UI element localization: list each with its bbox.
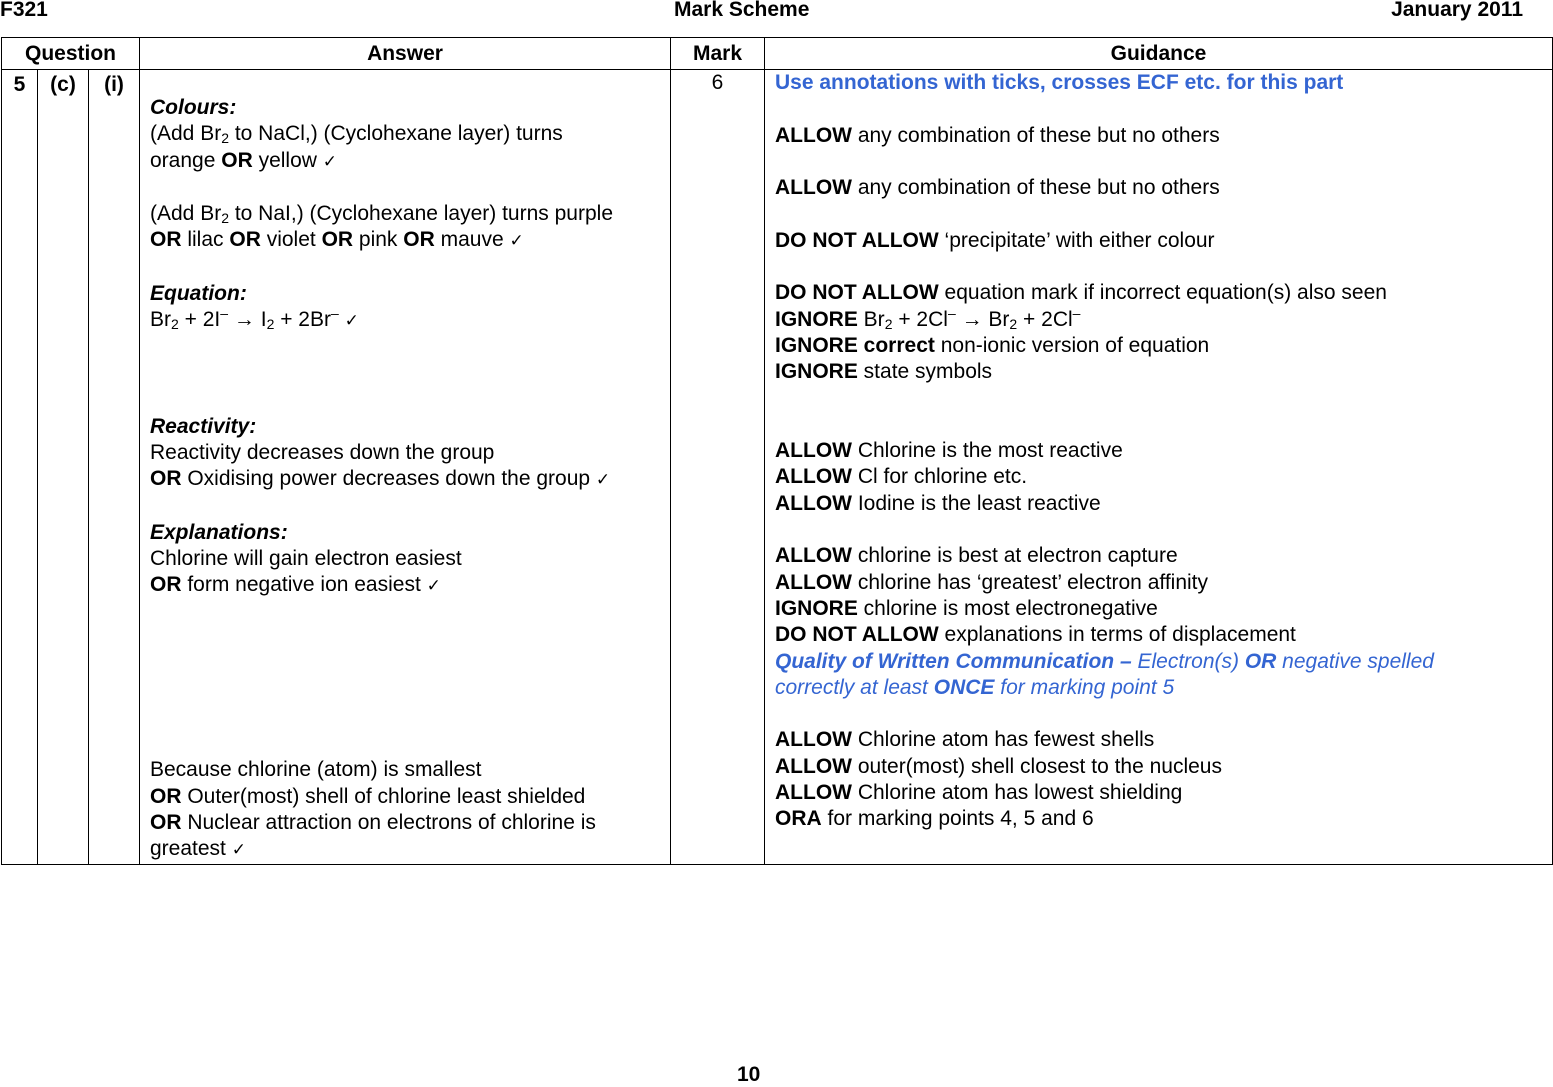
reactivity-heading: Reactivity: bbox=[150, 414, 257, 438]
guidance-line: ALLOW any combination of these but no others bbox=[775, 176, 1220, 200]
qwc-note: correctly at least ONCE for marking point 5 bbox=[775, 675, 1175, 699]
guidance-line: ALLOW chlorine has ‘greatest’ electron affinity bbox=[775, 570, 1209, 594]
tick-icon: ✓ bbox=[509, 231, 524, 252]
question-number: 5 bbox=[2, 70, 38, 865]
table-row bbox=[2, 70, 1553, 865]
guidance-line: ALLOW Chlorine is the most reactive bbox=[775, 439, 1123, 463]
tick-icon: ✓ bbox=[426, 576, 441, 597]
tick-icon: ✓ bbox=[595, 470, 611, 491]
tick-icon: ✓ bbox=[344, 311, 359, 332]
guidance-cell bbox=[765, 70, 1553, 865]
guidance-instruction: Use annotations with ticks, crosses ECF etc. for this part bbox=[775, 71, 1344, 94]
mark-cell: 6 bbox=[671, 70, 765, 865]
equation: $Br_2 + 2I^- \to I_2 + 2Br^-$ ✓ bbox=[150, 305, 359, 333]
guidance-line: ALLOW Cl for chlorine etc. bbox=[775, 465, 1028, 489]
answer-line: Because chlorine (atom) is smallest bbox=[150, 758, 482, 782]
answer-line: greatest ✓ bbox=[150, 837, 246, 861]
answer-line: (Add $Br_2$ to NaI,) (Cyclohexane layer) turns purple bbox=[150, 202, 613, 227]
equation-heading: Equation: bbox=[150, 282, 247, 306]
guidance-line: DO NOT ALLOW ‘precipitate’ with either colour bbox=[775, 228, 1215, 252]
question-header: Question bbox=[2, 38, 140, 70]
guidance-line: DO NOT ALLOW equation mark if incorrect equation(s) also seen bbox=[775, 281, 1387, 305]
document-code: F321 bbox=[0, 0, 48, 21]
document-date: January 2011 bbox=[1391, 0, 1523, 21]
answer-line: Reactivity decreases down the group bbox=[150, 440, 495, 464]
guidance-line: ORA for marking points 4, 5 and 6 bbox=[775, 807, 1094, 831]
page-number: 10 bbox=[737, 1063, 761, 1086]
answer-line: OR form negative ion easiest ✓ bbox=[150, 573, 441, 597]
guidance-line: ALLOW Chlorine atom has fewest shells bbox=[775, 728, 1155, 752]
guidance-line: DO NOT ALLOW explanations in terms of displacement bbox=[775, 623, 1296, 647]
colours-heading: Colours: bbox=[150, 96, 237, 119]
header-row bbox=[2, 38, 1553, 70]
answer-cell bbox=[140, 70, 671, 865]
answer-line: (Add $Br_2$ to NaCl,) (Cyclohexane layer) turns bbox=[150, 122, 563, 147]
question-subpart: (i) bbox=[89, 70, 140, 865]
guidance-line: IGNORE state symbols bbox=[775, 360, 993, 384]
guidance-line: ALLOW any combination of these but no others bbox=[775, 123, 1220, 147]
answer-line: orange OR yellow ✓ bbox=[150, 148, 338, 172]
guidance-header: Guidance bbox=[765, 38, 1553, 70]
answer-line: Chlorine will gain electron easiest bbox=[150, 547, 462, 571]
arrow-icon: → bbox=[955, 307, 989, 331]
guidance-line: ALLOW outer(most) shell closest to the nucleus bbox=[775, 754, 1222, 778]
mark-scheme-table bbox=[1, 37, 1553, 865]
guidance-line: IGNORE chlorine is most electronegative bbox=[775, 596, 1158, 620]
explanations-heading: Explanations: bbox=[150, 520, 288, 544]
guidance-line: ALLOW Chlorine atom has lowest shielding bbox=[775, 781, 1183, 805]
answer-line: OR lilac OR violet OR pink OR mauve ✓ bbox=[150, 228, 524, 252]
document-title: Mark Scheme bbox=[674, 0, 810, 21]
guidance-line: ALLOW Iodine is the least reactive bbox=[775, 491, 1101, 515]
guidance-line: IGNORE correct non-ionic version of equation bbox=[775, 333, 1210, 357]
guidance-line: ALLOW chlorine is best at electron capture bbox=[775, 544, 1178, 568]
question-part: (c) bbox=[38, 70, 89, 865]
tick-icon: ✓ bbox=[322, 151, 338, 172]
answer-header: Answer bbox=[140, 38, 671, 70]
mark-header: Mark bbox=[671, 38, 765, 70]
guidance-line: IGNORE $Br_2 + 2Cl^- \to Br_2 + 2Cl^-$ bbox=[775, 304, 1081, 332]
answer-line: OR Outer(most) shell of chlorine least shielded bbox=[150, 784, 586, 808]
tick-icon: ✓ bbox=[231, 840, 246, 861]
arrow-icon: → bbox=[228, 308, 261, 332]
answer-line: OR Nuclear attraction on electrons of chlorine is bbox=[150, 811, 596, 835]
answer-line: OR Oxidising power decreases down the group ✓ bbox=[150, 467, 611, 491]
qwc-note: Quality of Written Communication – Electron(s) OR negative spelled bbox=[775, 649, 1434, 673]
